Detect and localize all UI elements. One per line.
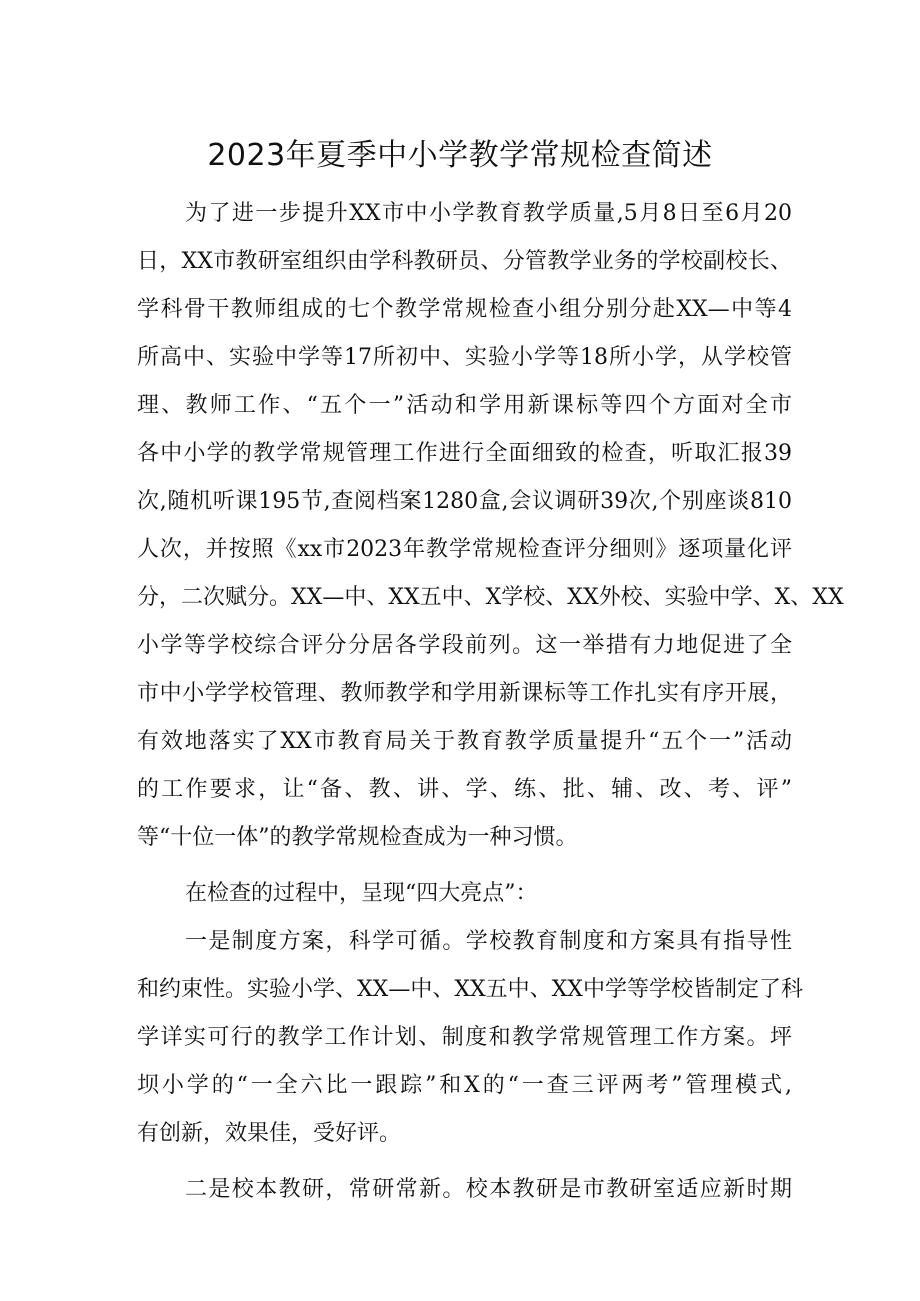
paragraph-gap — [137, 862, 792, 870]
paragraph-line: 和约束性。实验小学、XX—中、XX五中、XX中学等学校皆制定了科 — [137, 977, 803, 1002]
paragraph-line: 理、教师工作、“五个一”活动和学用新课标等四个方面对全市 — [137, 393, 792, 418]
document-body — [137, 190, 844, 1214]
paragraph-line: 有创新，效果佳，受好评。 — [137, 1121, 402, 1146]
paragraph-line: 分，二次赋分。XX—中、XX五中、X学校、XX外校、实验中学、X、XX — [137, 585, 844, 610]
document-title: 2023年夏季中小学教学常规检查简述 — [207, 138, 713, 173]
paragraph-line: 坝小学的“一全六比一跟踪”和X的“一查三评两考”管理模式, — [137, 1073, 792, 1098]
paragraph-line: 所高中、实验中学等17所初中、实验小学等18所小学，从学校管 — [137, 345, 792, 370]
paragraph-line: 人次，并按照《xx市2023年教学常规检查评分细则》逐项量化评 — [137, 537, 792, 562]
paragraph-line: 小学等学校综合评分分居各学段前列。这一举措有力地促进了全 — [137, 633, 792, 658]
paragraph-line: 一是制度方案，科学可循。学校教育制度和方案具有指导性 — [185, 929, 792, 954]
paragraph-line: 次,随机听课195节,查阅档案1280盒,会议调研39次,个别座谈810 — [137, 489, 792, 514]
paragraph-line: 学科骨干教师组成的七个教学常规检查小组分别分赴XX—中等4 — [137, 297, 792, 322]
paragraph-line: 的工作要求，让“备、教、讲、学、练、批、辅、改、考、评” — [137, 777, 792, 802]
paragraph-line: 有效地落实了XX市教育局关于教育教学质量提升“五个一”活动 — [137, 729, 792, 754]
paragraph-line: 日，XX市教研室组织由学科教研员、分管教学业务的学校副校长、 — [137, 249, 792, 274]
paragraph-line: 为了进一步提升XX市中小学教育教学质量,5月8日至6月20 — [185, 201, 792, 226]
paragraph-gap — [137, 1158, 792, 1166]
paragraph-line: 等“十位一体”的教学常规检查成为一种习惯。 — [137, 825, 578, 850]
paragraph-line: 二是校本教研，常研常新。校本教研是市教研室适应新时期 — [185, 1177, 792, 1202]
paragraph-line: 学详实可行的教学工作计划、制度和教学常规管理工作方案。坪 — [137, 1025, 792, 1050]
paragraph-line: 市中小学学校管理、教师教学和学用新课标等工作扎实有序开展， — [137, 681, 792, 706]
paragraph-line: 各中小学的教学常规管理工作进行全面细致的检查，听取汇报39 — [137, 441, 792, 466]
paragraph-line: 在检查的过程中，呈现“四大亮点”： — [185, 881, 538, 906]
